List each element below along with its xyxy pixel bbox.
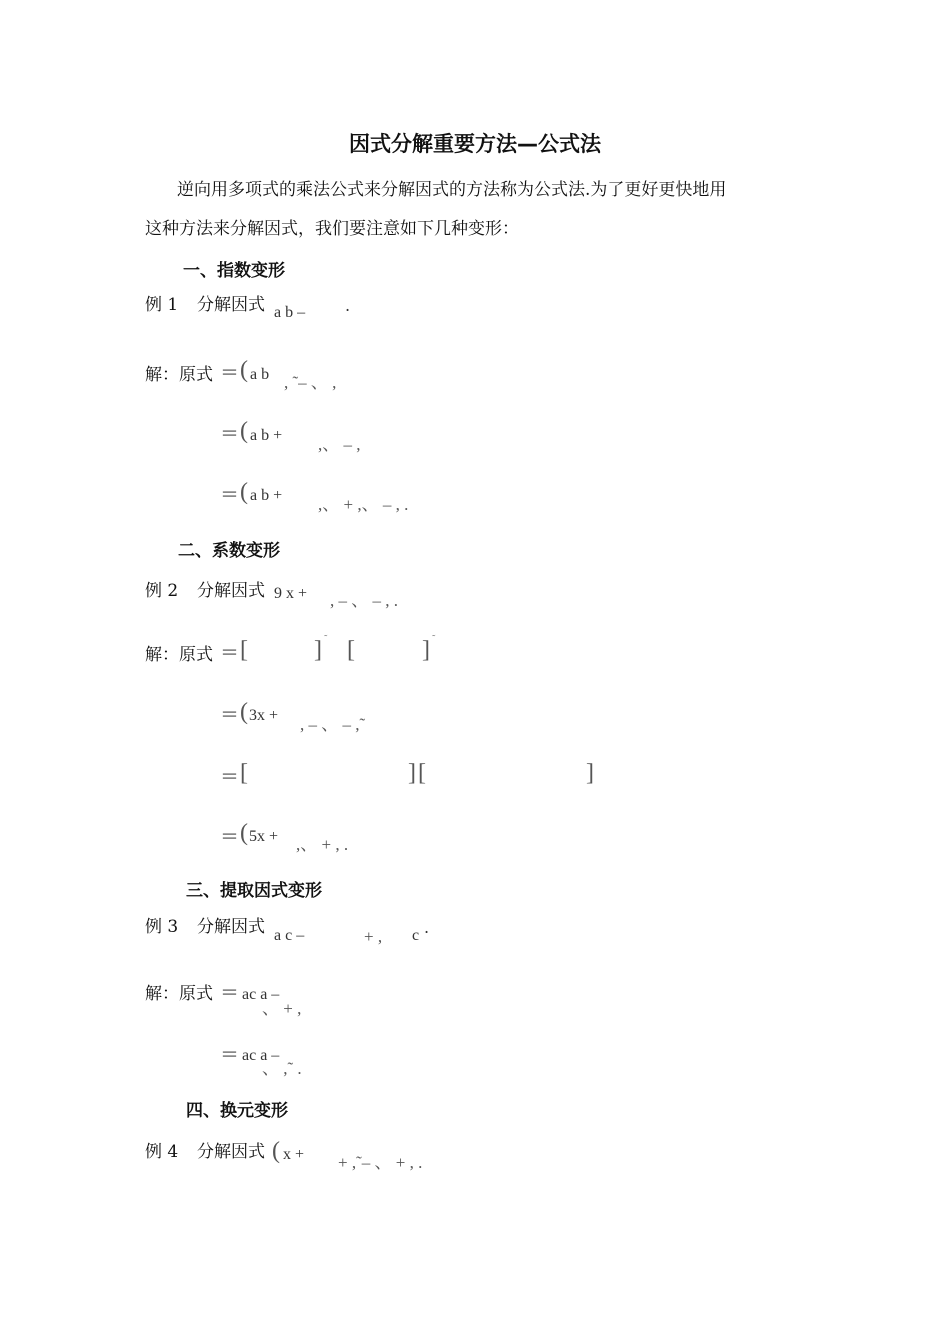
section-heading-extract-factor: 三、提取因式变形 <box>186 881 322 901</box>
example-3-label: 例 3 <box>145 917 179 937</box>
solution-2-bracket-close-3: ] <box>408 760 416 786</box>
solution-1-paren-3: ( <box>240 479 248 505</box>
solution-2-equals-4: ＝ <box>220 826 240 848</box>
solution-3-line-2: ac a – <box>242 1047 280 1064</box>
solution-2-bracket-open-3: [ <box>240 760 248 786</box>
section-heading-substitution: 四、换元变形 <box>186 1101 288 1121</box>
solution-1-line-3: a b + <box>250 487 283 504</box>
example-4-paren: ( <box>272 1138 280 1164</box>
solution-2-bracket-open-4: [ <box>418 760 426 786</box>
example-3-period: . <box>424 918 430 937</box>
solution-3-label: 解：原式 <box>145 984 213 1004</box>
solution-2-equals-3: ＝ <box>220 766 240 788</box>
section-heading-exponent: 一、指数变形 <box>183 261 285 281</box>
solution-3-equals-2: ＝ <box>220 1044 240 1066</box>
solution-2-bracket-close-4: ] <box>586 760 594 786</box>
example-2-expression: 9 x + <box>274 585 308 602</box>
example-2-task: 分解因式 <box>197 581 265 601</box>
solution-1-fragment: , ˜– 、 , <box>284 373 337 392</box>
example-2-fragment: , – 、 – , . <box>330 591 398 610</box>
example-4-task: 分解因式 <box>197 1142 265 1162</box>
solution-2-fragment-4: ,、 + , . <box>296 835 349 854</box>
solution-1-label: 解：原式 <box>145 365 213 385</box>
solution-3-equals-1: ＝ <box>220 982 240 1004</box>
solution-2-paren-4: ( <box>240 820 248 846</box>
solution-3-fragment-1: 、 + , <box>262 999 302 1018</box>
example-1-expression: a b – <box>274 304 306 321</box>
solution-1-equals-3: ＝ <box>220 484 240 506</box>
section-heading-coefficient: 二、系数变形 <box>178 541 280 561</box>
solution-3-line-1: ac a – <box>242 986 280 1003</box>
example-3-task: 分解因式 <box>197 917 265 937</box>
solution-2-equals-1: ＝ <box>220 642 240 664</box>
example-3-fragment: + , <box>364 927 383 946</box>
solution-2-label: 解：原式 <box>145 645 213 665</box>
solution-1-fragment-2: ,、 – , <box>318 435 361 454</box>
example-4-label: 例 4 <box>145 1142 179 1162</box>
solution-3-fragment-2: 、 ,˜ . <box>262 1059 302 1078</box>
example-3-expression: a c – <box>274 927 305 944</box>
solution-1-equals-2: ＝ <box>220 423 240 445</box>
example-1-period: . <box>345 296 351 315</box>
solution-2-line-2: 3x + <box>249 707 279 724</box>
solution-2-fragment-2: , – 、 – ,˜ <box>300 715 366 734</box>
solution-1-paren-2: ( <box>240 418 248 444</box>
solution-2-exp-2: ˜ <box>432 634 436 645</box>
solution-2-equals-2: ＝ <box>220 704 240 726</box>
document-title: 因式分解重要方法—公式法 <box>349 132 601 156</box>
solution-2-bracket-open-1: [ <box>240 637 248 663</box>
solution-1-fragment-3: ,、 + ,、 – , . <box>318 495 409 514</box>
solution-2-bracket-close-2: ] <box>422 637 430 663</box>
solution-2-bracket-close-1: ] <box>314 637 322 663</box>
example-4-fragment: + ,˜– 、 + , . <box>338 1153 423 1172</box>
intro-line-1: 逆向用多项式的乘法公式来分解因式的方法称为公式法.为了更好更快地用 <box>177 180 727 200</box>
solution-2-line-4: 5x + <box>249 828 279 845</box>
example-4-expression: x + <box>283 1146 305 1163</box>
example-1-task: 分解因式 <box>197 295 265 315</box>
solution-2-paren-2: ( <box>240 699 248 725</box>
solution-1-line-2: a b + <box>250 427 283 444</box>
solution-1-line-1: a b <box>250 366 270 383</box>
solution-1-paren: ( <box>240 357 248 383</box>
solution-2-exp-1: ˜ <box>324 634 328 645</box>
solution-1-equals-1: ＝ <box>220 362 240 384</box>
intro-line-2: 这种方法来分解因式，我们要注意如下几种变形： <box>145 219 519 239</box>
example-2-label: 例 2 <box>145 581 179 601</box>
example-1-label: 例 1 <box>145 295 179 315</box>
solution-2-bracket-open-2: [ <box>347 637 355 663</box>
example-3-expression-tail: c <box>412 927 420 944</box>
